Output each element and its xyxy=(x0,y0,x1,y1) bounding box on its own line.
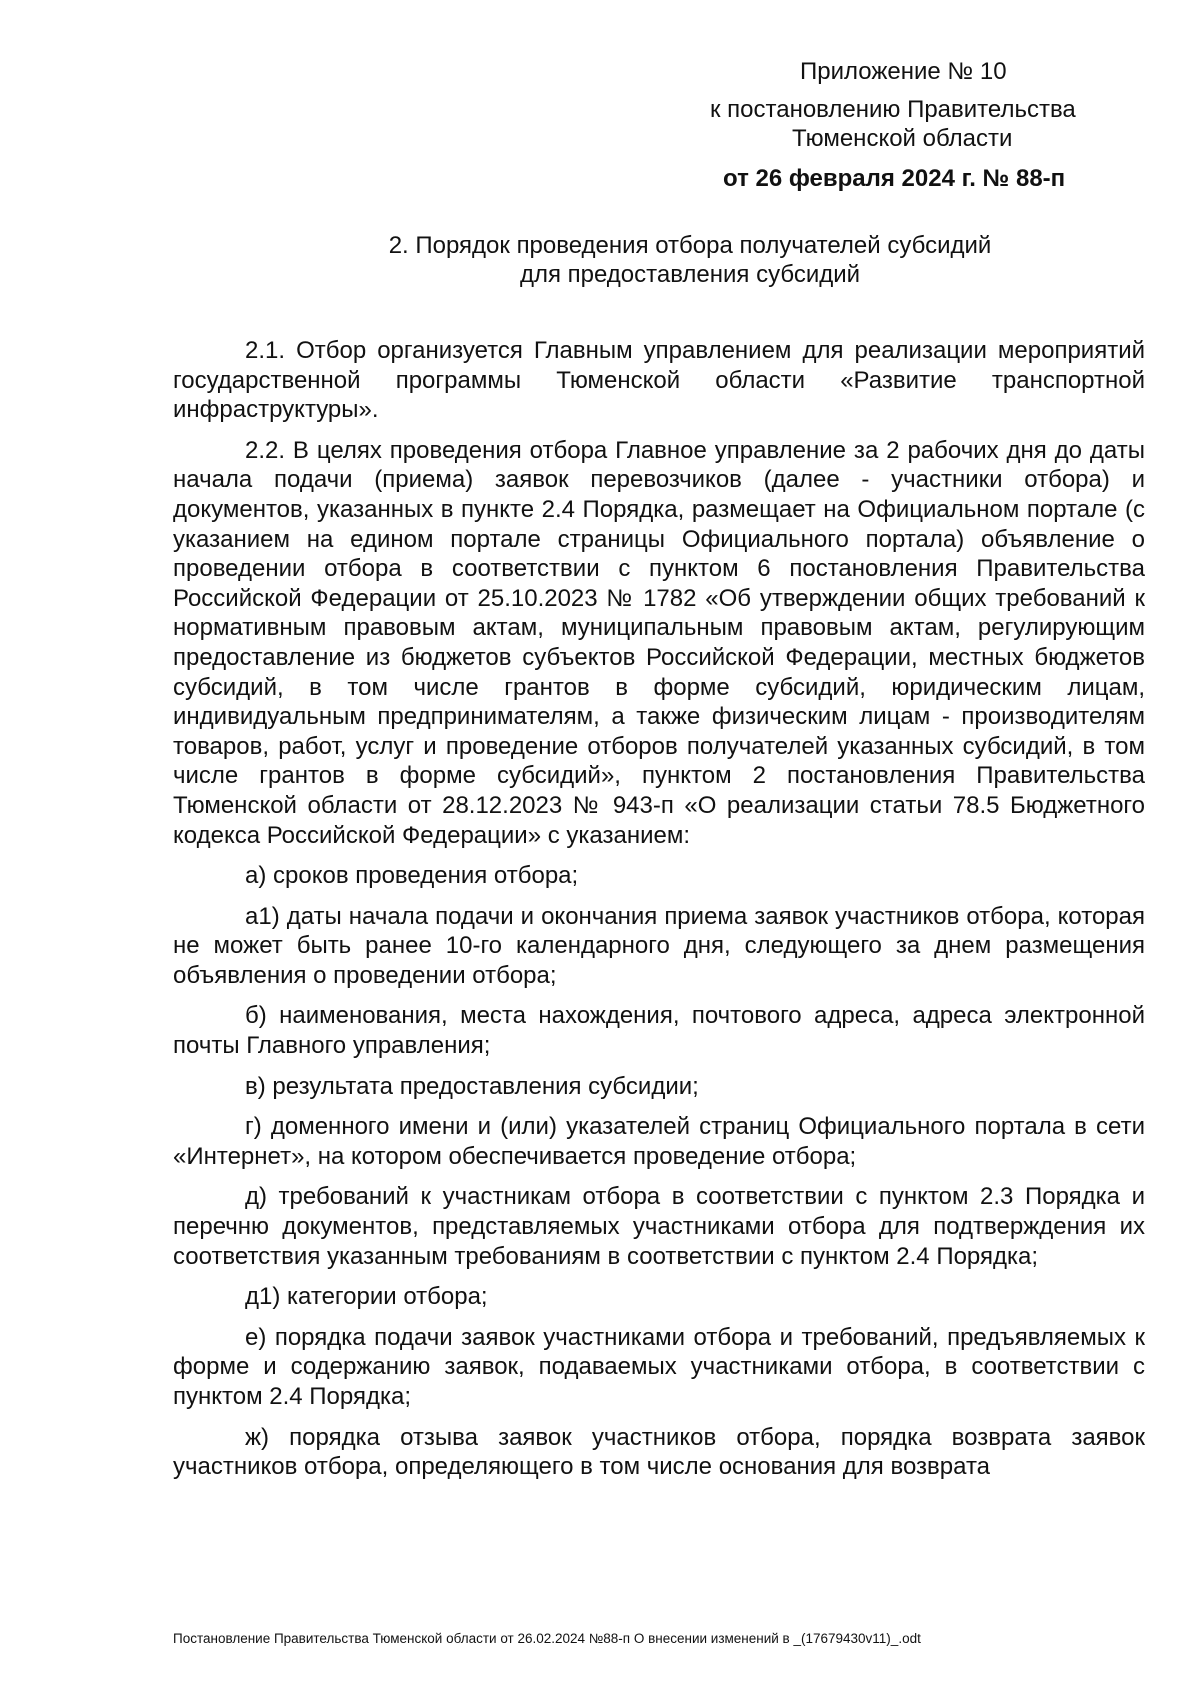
resolution-reference: к постановлению Правительства xyxy=(710,96,1076,123)
appendix-label: Приложение № 10 xyxy=(800,58,1007,85)
list-item-e: е) порядка подачи заявок участниками отбора и требований, предъявляемых к форме и содержанию заявок, подаваемых участниками отбора, в соответствии с пунктом 2.4 Порядка; xyxy=(173,1323,1145,1410)
list-item-v: в) результата предоставления субсидии; xyxy=(245,1072,699,1100)
region-name: Тюменской области xyxy=(792,125,1013,152)
list-item-a: а) сроков проведения отбора; xyxy=(245,862,579,890)
list-item-d1: д1) категории отбора; xyxy=(245,1283,488,1311)
section-title-line-1: 2. Порядок проведения отбора получателей субсидий xyxy=(388,232,992,259)
paragraph-2-1: 2.1. Отбор организуется Главным управлением для реализации мероприятий государственной программы Тюменской области «Развитие транспортной инфраструктуры». xyxy=(173,337,1145,424)
list-item-g: г) доменного имени и (или) указателей страниц Официального портала в сети «Интернет», на котором обеспечивается проведение отбора; xyxy=(173,1113,1145,1170)
list-item-zh: ж) порядка отзыва заявок участников отбора, порядка возврата заявок участников отбора, определяющего в том числе основания для возврата xyxy=(173,1423,1145,1481)
resolution-date-number: от 26 февраля 2024 г. № 88-п xyxy=(723,165,1066,192)
document-body xyxy=(173,336,1145,1493)
list-item-a1: а1) даты начала подачи и окончания приема заявок участников отбора, которая не может быть ранее 10-го календарного дня, следующего за днем размещения объявления о проведении отбора; xyxy=(173,902,1145,989)
section-title-line-2: для предоставления субсидий xyxy=(519,261,861,288)
list-item-b: б) наименования, места нахождения, почтового адреса, адреса электронной почты Главного управления; xyxy=(173,1002,1145,1060)
list-item-d: д) требований к участникам отбора в соответствии с пунктом 2.3 Порядка и перечню документов, представляемых участниками отбора для подтверждения их соответствия указанным требованиям в соответствии с пунктом 2.4 Порядка; xyxy=(173,1183,1145,1270)
document-footer: Постановление Правительства Тюменской области от 26.02.2024 №88-п О внесении изменений в _(17679430v11)_.odt xyxy=(173,1631,921,1646)
paragraph-2-2: 2.2. В целях проведения отбора Главное управление за 2 рабочих дня до даты начала подачи (приема) заявок перевозчиков (далее - участники отбора) и документов, указанных в пункте 2.4 Порядка, размещает на Официальном портале (с указанием на едином портале страницы Официального портала) объявление о проведении отбора в соответствии с пунктом 6 постановления Правительства Российской Федерации от 25.10.2023 № 1782 «Об утверждении общих требований к нормативным правовым актам, муниципальным правовым актам, регулирующим предоставление из бюджетов субъектов Российской Федерации, местных бюджетов субсидий, в том числе грантов в форме субсидий, юридическим лицам, индивидуальным предпринимателям, а также физическим лицам - производителям товаров, работ, услуг и проведение отборов получателей указанных субсидий, в том числе грантов в форме субсидий», пунктом 2 постановления Правительства Тюменской области от 28.12.2023 № 943-п «О реализации статьи 78.5 Бюджетного кодекса Российской Федерации» с указанием: xyxy=(173,436,1145,849)
